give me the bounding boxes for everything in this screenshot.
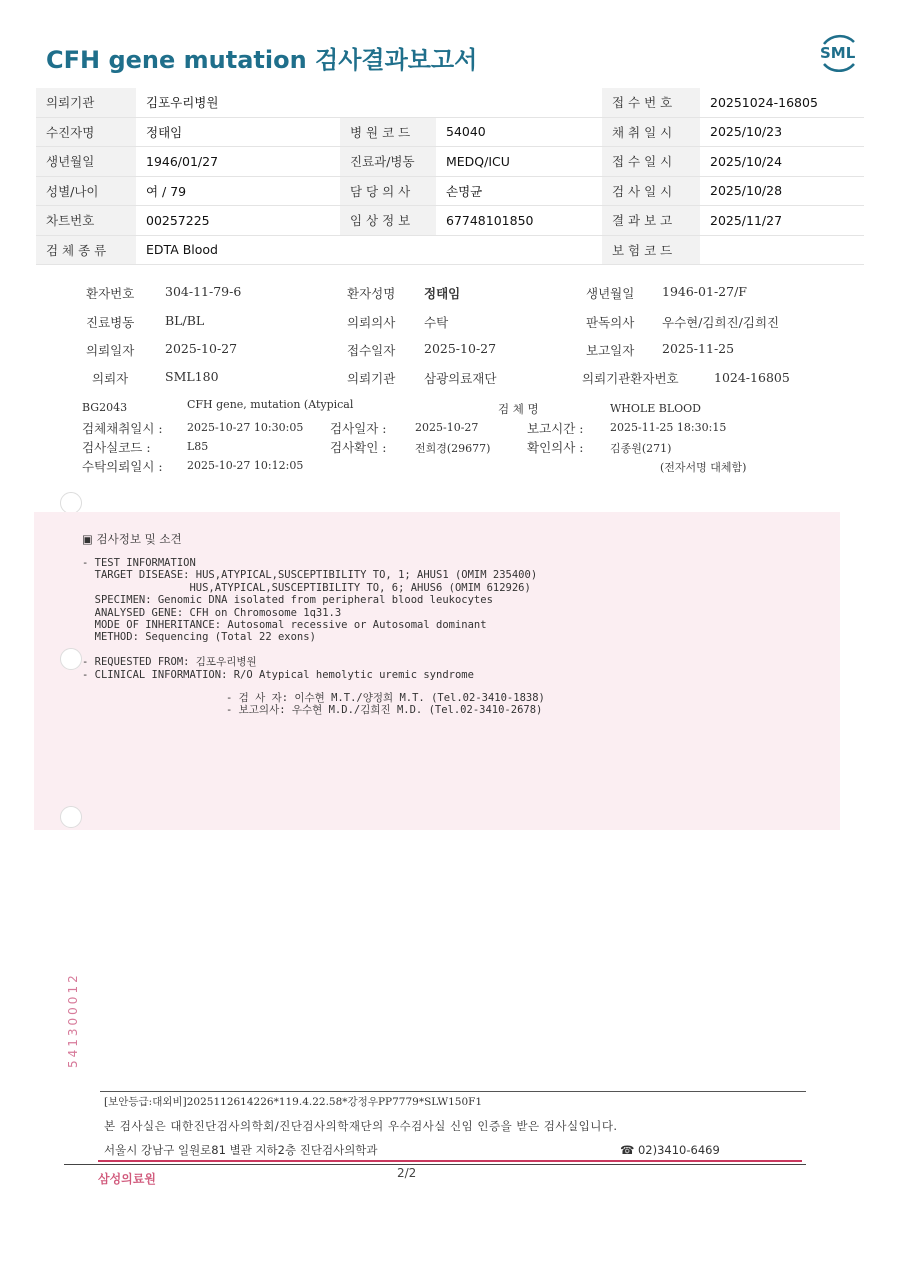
- collect-label: 검체채취일시 :: [82, 421, 163, 436]
- reading-doctor: 우수현/김희진/김희진: [662, 315, 780, 330]
- side-serial-text: 541300012: [66, 972, 80, 1068]
- report-date: 2025-11-25: [662, 341, 735, 356]
- footer-divider: [64, 1164, 806, 1165]
- inst-patient-no-label: 의뢰기관환자번호: [582, 371, 679, 386]
- side-serial-number: [58, 972, 88, 1072]
- header-value: 54040: [436, 117, 602, 147]
- header-value: EDTA Blood: [136, 235, 340, 265]
- header-value: 김포우리병원: [136, 88, 340, 117]
- confirm-doctor-label: 확인의사 :: [527, 440, 584, 455]
- header-value: 2025/10/23: [700, 117, 864, 147]
- req-date-label: 의뢰일자: [86, 343, 135, 358]
- patient-no-label: 환자번호: [86, 286, 135, 301]
- header-value: 2025/11/27: [700, 206, 864, 236]
- header-label: 차트번호: [36, 206, 136, 236]
- page-number: 2/2: [397, 1166, 417, 1180]
- header-value: MEDQ/ICU: [436, 147, 602, 177]
- header-label: 접 수 번 호: [602, 88, 700, 117]
- hospital-name: 삼성의료원: [98, 1172, 156, 1186]
- consign: 2025-10-27 10:12:05: [187, 459, 304, 472]
- ward: BL/BL: [165, 313, 205, 328]
- specimen-label: 검 체 명: [498, 402, 539, 416]
- report-time-label: 보고시간 :: [527, 421, 584, 436]
- req-doctor-label: 의뢰의사: [347, 315, 396, 330]
- lab-code: L85: [187, 440, 209, 453]
- header-label: 진료과/병동: [340, 147, 436, 177]
- header-label: 수진자명: [36, 117, 136, 147]
- req-doctor: 수탁: [424, 315, 449, 330]
- findings-body: - TEST INFORMATION TARGET DISEASE: HUS,ATYPICAL,SUSCEPTIBILITY TO, 1; AHUS1 (OMIM 235400) HUS,ATYPICAL,SUSCEPTIBILITY TO, 6; AHUS6 (OMIM 612926) SPECIMEN: Genomic DNA isolated from peripheral blood leukocytes ANALYSED GENE: CFH on Chromosome 1q31.3 MODE OF INHERITANCE: Autosomal recessive or Autosomal dominant METHOD: Sequencing (Total 22 exons) - REQUESTED FROM: 김포우리병원 - CLINICAL INFORMATION: R/O Atypical hemolytic uremic syndrome: [82, 557, 538, 681]
- report-title: CFH gene mutation 검사결과보고서: [46, 46, 478, 74]
- requester: SML180: [165, 369, 219, 384]
- reading-doctor-label: 판독의사: [586, 315, 635, 330]
- header-label: 의뢰기관: [36, 88, 136, 117]
- lab-code-label: 검사실코드 :: [82, 440, 151, 455]
- header-value: 2025/10/28: [700, 176, 864, 206]
- header-label: 병 원 코 드: [340, 117, 436, 147]
- req-date: 2025-10-27: [165, 341, 238, 356]
- header-label: 생년월일: [36, 147, 136, 177]
- findings-section-title: ▣ 검사정보 및 소견: [82, 532, 182, 546]
- patient-no: 304-11-79-6: [165, 284, 242, 299]
- footer-accent-line: [98, 1160, 802, 1162]
- punch-hole: [60, 492, 82, 514]
- recv-date-label: 접수일자: [347, 343, 396, 358]
- dob: 1946-01-27/F: [662, 284, 747, 299]
- req-inst: 삼광의료재단: [424, 371, 497, 386]
- header-value: 여 / 79: [136, 176, 340, 206]
- signers: - 검 사 자: 이수현 M.T./양정희 M.T. (Tel.02-3410-1838) - 보고의사: 우수현 M.D./김희진 M.D. (Tel.02-3410-2678): [226, 692, 545, 717]
- header-label: 채 취 일 시: [602, 117, 700, 147]
- confirm: 전희경(29677): [415, 442, 491, 455]
- address-text: 서울시 강남구 일원로81 별관 지하2층 진단검사의학과: [104, 1143, 378, 1157]
- esign-note: (전자서명 대체함): [660, 461, 747, 474]
- specimen: WHOLE BLOOD: [610, 402, 701, 415]
- report-time: 2025-11-25 18:30:15: [610, 421, 727, 434]
- collect: 2025-10-27 10:30:05: [187, 421, 304, 434]
- test-name: CFH gene, mutation (Atypical: [187, 398, 354, 411]
- test-date: 2025-10-27: [415, 421, 479, 434]
- test-code: BG2043: [82, 401, 128, 414]
- header-value: 1946/01/27: [136, 147, 340, 177]
- logo-text: SML: [820, 44, 856, 62]
- security-line: [보안등급:대외비]2025112614226*119.4.22.58*강정우PP7779*SLW150F1: [104, 1096, 483, 1108]
- header-value: 손명균: [436, 176, 602, 206]
- header-label: 임 상 정 보: [340, 206, 436, 236]
- header-label: 결 과 보 고: [602, 206, 700, 236]
- header-label: 성별/나이: [36, 176, 136, 206]
- punch-hole: [60, 806, 82, 828]
- header-label: 담 당 의 사: [340, 176, 436, 206]
- patient-name-label: 환자성명: [347, 286, 396, 301]
- punch-hole: [60, 648, 82, 670]
- header-label: 접 수 일 시: [602, 147, 700, 177]
- recv-date: 2025-10-27: [424, 341, 497, 356]
- header-value: 00257225: [136, 206, 340, 236]
- req-inst-label: 의뢰기관: [347, 371, 396, 386]
- inst-patient-no: 1024-16805: [714, 370, 790, 385]
- confirm-label: 검사확인 :: [330, 440, 387, 455]
- confirm-doctor: 김종원(271): [610, 442, 672, 455]
- header-value: 67748101850: [436, 206, 602, 236]
- header-label: 보 험 코 드: [602, 235, 700, 265]
- header-value: 2025/10/24: [700, 147, 864, 177]
- test-date-label: 검사일자 :: [330, 421, 387, 436]
- ward-label: 진료병동: [86, 315, 135, 330]
- requester-label: 의뢰자: [92, 371, 129, 386]
- header-label: 검 체 종 류: [36, 235, 136, 265]
- header-label: 검 사 일 시: [602, 176, 700, 206]
- dob-label: 생년월일: [586, 286, 635, 301]
- header-value: 20251024-16805: [700, 88, 864, 117]
- footer-divider: [100, 1091, 806, 1092]
- consign-label: 수탁의뢰일시 :: [82, 459, 163, 474]
- phone-text: ☎ 02)3410-6469: [620, 1143, 720, 1157]
- patient-name: 정태임: [424, 286, 461, 301]
- certification-text: 본 검사실은 대한진단검사의학회/진단검사의학재단의 우수검사실 신임 인증을 받은 검사실입니다.: [104, 1119, 618, 1133]
- report-date-label: 보고일자: [586, 343, 635, 358]
- test-detail-block: [0, 0, 900, 480]
- header-value: 정태임: [136, 117, 340, 147]
